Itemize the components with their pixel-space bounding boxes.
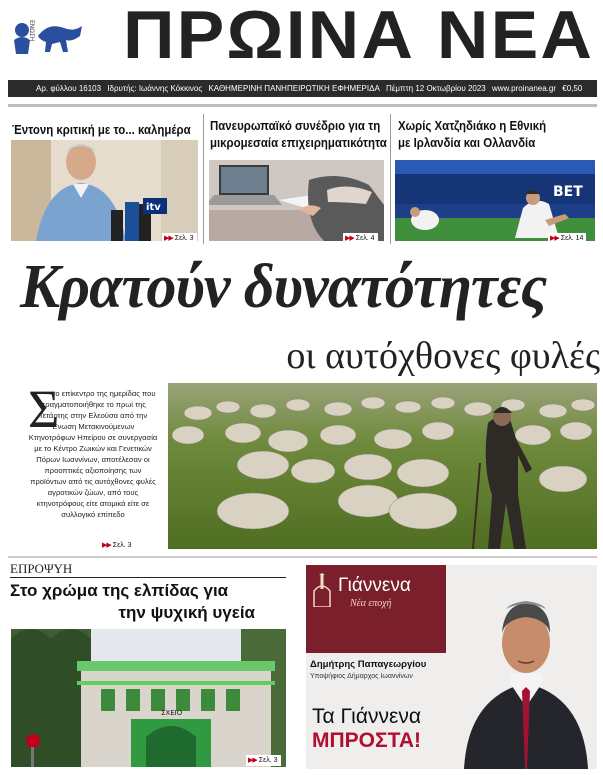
logo-side-mark: ΕΝΩΣΗ — [28, 20, 35, 42]
ad-slogan-line2: ΜΠΡΟΣΤΑ! — [312, 729, 422, 752]
top-story-2-headline[interactable]: Πανευρωπαϊκό συνέδριο για τη μικρομεσαία επιχειρηματικότητα — [210, 118, 387, 150]
website-link[interactable]: www.proinanea.gr — [491, 84, 557, 93]
arrow-icon: ▶▶ — [248, 757, 257, 764]
top-story-3-photo[interactable] — [395, 160, 595, 241]
lead-page-ref[interactable]: ▶▶ Σελ. 3 — [100, 540, 135, 551]
building-sign: ΣΧΕΙΟ — [161, 709, 183, 717]
top-story-3-page-ref[interactable]: ▶▶ Σελ. 14 — [548, 233, 586, 244]
mic-label: itv — [146, 202, 161, 213]
top-story-2-page-ref[interactable]: ▶▶ Σελ. 4 — [343, 233, 378, 244]
issue-number: Αρ. φύλλου 16103 — [36, 84, 102, 93]
column-divider — [390, 114, 391, 244]
price: €0,50 — [562, 84, 583, 93]
ad-slogan-line1: Τα Γιάννενα — [312, 705, 421, 728]
candidate-role: Υποψήφιος Δήμαρχος Ιωαννίνων — [310, 673, 413, 680]
ad-brand-sub: Νέα εποχή — [350, 598, 392, 609]
arrow-icon: ▶▶ — [164, 235, 173, 242]
section-underline — [10, 577, 286, 578]
arrow-icon: ▶▶ — [550, 235, 559, 242]
newspaper-title: ΠΡΩΙΝΑ ΝΕΑ — [123, 0, 594, 73]
top-story-1-page-ref[interactable]: ▶▶ Σελ. 3 — [162, 233, 197, 244]
lead-body-text: το επίκεντρο της ημερίδας που πραγματοποιήθηκε το πρωί της Τετάρτης στην Ελεούσα από την Ένωση Μετακινούμενων Κτηνοτρόφων Ηπείρου σε συνεργασία με το Κέντρο Ζωικών και Γενετικών Πόρων Ιωαννίνων, αποτέλεσαν οι προοπτικές αξιοποίησης των προϊόντων από τις αυτόχθονες φυλές αγροτικών ζώων, από τους κτηνοτρόφους είτε ατομικά είτε σε συλλογικό επίπεδο — [28, 389, 158, 519]
top-story-2-photo[interactable] — [209, 160, 384, 241]
bottom-story-page-ref[interactable]: ▶▶ Σελ. 3 — [246, 755, 281, 766]
bottom-story-photo[interactable] — [11, 629, 286, 767]
divider-rule — [8, 556, 597, 558]
lead-headline[interactable]: Κρατούν δυνατότητες — [20, 253, 547, 321]
info-bar — [8, 80, 597, 97]
top-story-1-headline[interactable]: Έντονη κριτική με το... καλημέρα — [12, 122, 191, 137]
top-story-1-photo[interactable] — [11, 140, 198, 241]
bottom-story-headline[interactable]: Στο χρώμα της ελπίδας για την ψυχική υγεία — [10, 581, 255, 622]
founder: Ιδρυτής: Ιωάννης Κόκκινος — [107, 84, 203, 93]
arrow-icon: ▶▶ — [102, 542, 111, 549]
ad-brand: Γιάννενα — [338, 575, 411, 596]
stadium-banner: BET — [553, 184, 583, 200]
tagline: ΚΑΘΗΜΕΡΙΝΗ ΠΑΝΗΠΕΙΡΩΤΙΚΗ ΕΦΗΜΕΡΙΔΑ — [208, 84, 380, 93]
candidate-portrait — [458, 571, 594, 769]
lead-photo-sheep[interactable] — [168, 383, 597, 549]
newspaper-logo — [8, 6, 86, 64]
lead-subheadline[interactable]: οι αυτόχθονες φυλές — [286, 335, 600, 377]
divider-rule — [8, 104, 597, 107]
campaign-advertisement[interactable] — [306, 565, 597, 769]
section-label: ΕΠΡΟΨΥΗ — [10, 561, 73, 576]
mosque-icon — [310, 573, 334, 607]
top-story-3-headline[interactable]: Χωρίς Χατζηδιάκο η Εθνική με Ιρλανδία και Ολλανδία — [398, 118, 547, 150]
candidate-name: Δημήτρης Παπαγεωργίου — [310, 659, 427, 670]
column-divider — [203, 114, 204, 244]
drop-cap: Σ — [28, 379, 60, 439]
issue-date: Πέμπτη 12 Οκτωβρίου 2023 — [386, 84, 486, 93]
arrow-icon: ▶▶ — [345, 235, 354, 242]
